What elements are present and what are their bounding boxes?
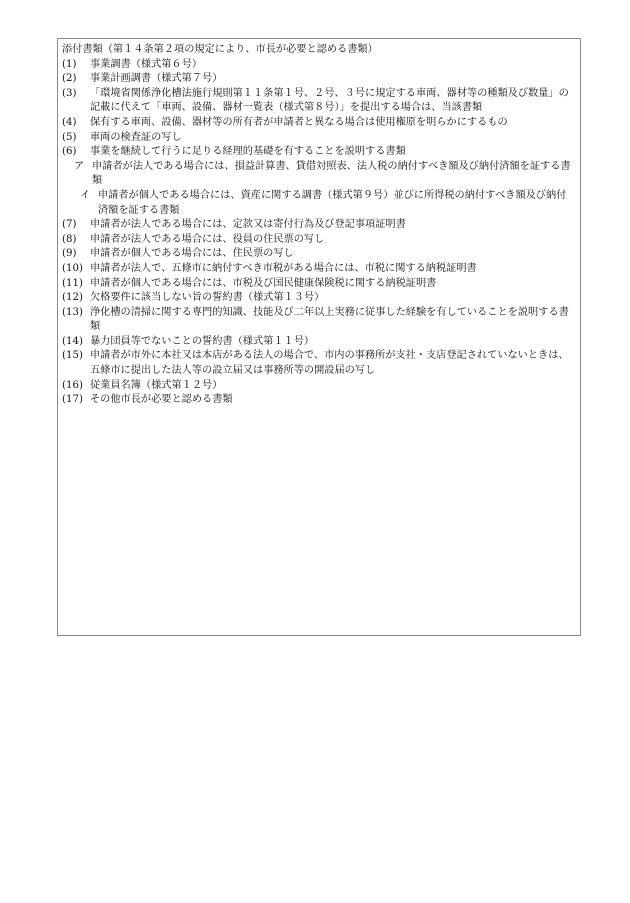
item-number: (10) (62, 262, 83, 274)
list-item (62, 335, 576, 350)
list-item (62, 247, 576, 262)
list-item (62, 379, 576, 394)
item-number: (1) (62, 58, 77, 70)
list-item (62, 218, 576, 233)
list-item (62, 116, 576, 131)
item-text: 申請者が法人で、五條市に納付すべき市税がある場合には、市税に関する納税証明書 (90, 262, 477, 274)
item-text: 保有する車両、設備、器材等の所有者が申請者と異なる場合は使用権原を明らかにするもの (90, 116, 508, 128)
sub-item-lead: イ (80, 189, 91, 201)
item-text: 申請者が個人である場合には、市税及び国民健康保険税に関する納税証明書 (90, 277, 437, 289)
sub-item-a (62, 160, 576, 189)
list-item (62, 145, 576, 160)
item-number: (11) (62, 277, 83, 289)
item-text: 暴力団員等でないことの誓約書（様式第１１号） (90, 335, 315, 347)
list-item (62, 72, 576, 87)
item-number: (4) (62, 116, 77, 128)
sub-item-i (62, 189, 576, 218)
item-number: (6) (62, 146, 77, 158)
item-text: 車両の検査証の写し (90, 131, 182, 143)
item-text: 事業調書（様式第６号） (90, 58, 203, 70)
attachment-list-box (57, 38, 581, 636)
item-text: 申請者が市外に本社又は本店がある法人の場合で、市内の事務所が支社・支店登記されていないときは、五條市に提出した法人等の設立届又は事務所等の開設届の写し (90, 350, 569, 377)
item-number: (13) (62, 306, 83, 318)
item-number: (9) (62, 248, 77, 260)
item-text: 浄化槽の清掃に関する専門的知識、技能及び二年以上実務に従事した経験を有していることを説明する書類 (90, 306, 569, 333)
item-number: (14) (62, 335, 83, 347)
item-number: (8) (62, 233, 77, 245)
item-number: (7) (62, 219, 77, 231)
list-item (62, 349, 576, 378)
sub-item-text: 申請者が法人である場合には、損益計算書、貸借対照表、法人税の納付すべき額及び納付済額を証する書類 (92, 160, 571, 187)
item-text: 欠格要件に該当しない旨の誓約書（様式第１３号） (90, 292, 325, 304)
item-number: (2) (62, 73, 77, 85)
sub-item-text: 申請者が個人である場合には、資産に関する調書（様式第９号）並びに所得税の納付すべき額及び納付済額を証する書類 (98, 189, 567, 216)
item-number: (15) (62, 350, 83, 362)
item-text: 申請者が法人である場合には、定款又は寄付行為及び登記事項証明書 (90, 219, 406, 231)
item-text: その他市長が必要と認める書類 (90, 394, 233, 406)
list-item (62, 87, 576, 116)
item-number: (5) (62, 131, 77, 143)
list-item (62, 131, 576, 146)
item-number: (12) (62, 292, 83, 304)
item-text: 事業を継続して行うに足りる経理的基礎を有することを説明する書類 (90, 146, 406, 158)
item-number: (16) (62, 379, 83, 391)
list-item (62, 277, 576, 292)
list-item (62, 291, 576, 306)
item-text: 「環境省関係浄化槽法施行規則第１１条第１号、２号、３号に規定する車両、器材等の種類及び数量」の記載に代えて「車両、設備、器材一覧表（様式第８号）」を提出する場合は、当該書類 (90, 87, 569, 114)
list-item (62, 58, 576, 73)
item-text: 従業員名簿（様式第１２号） (90, 379, 223, 391)
item-text: 申請者が法人である場合には、役員の住民票の写し (90, 233, 325, 245)
list-item (62, 393, 576, 408)
item-text: 事業計画調書（様式第７号） (90, 73, 223, 85)
item-text: 申請者が個人である場合には、住民票の写し (90, 248, 294, 260)
attachment-heading: 添付書類（第１４条第２項の規定により、市長が必要と認める書類） (62, 44, 378, 55)
sub-item-lead: ア (74, 160, 85, 172)
list-item (62, 262, 576, 277)
item-number: (3) (62, 87, 77, 99)
list-item (62, 233, 576, 248)
item-number: (17) (62, 394, 83, 406)
list-item (62, 306, 576, 335)
